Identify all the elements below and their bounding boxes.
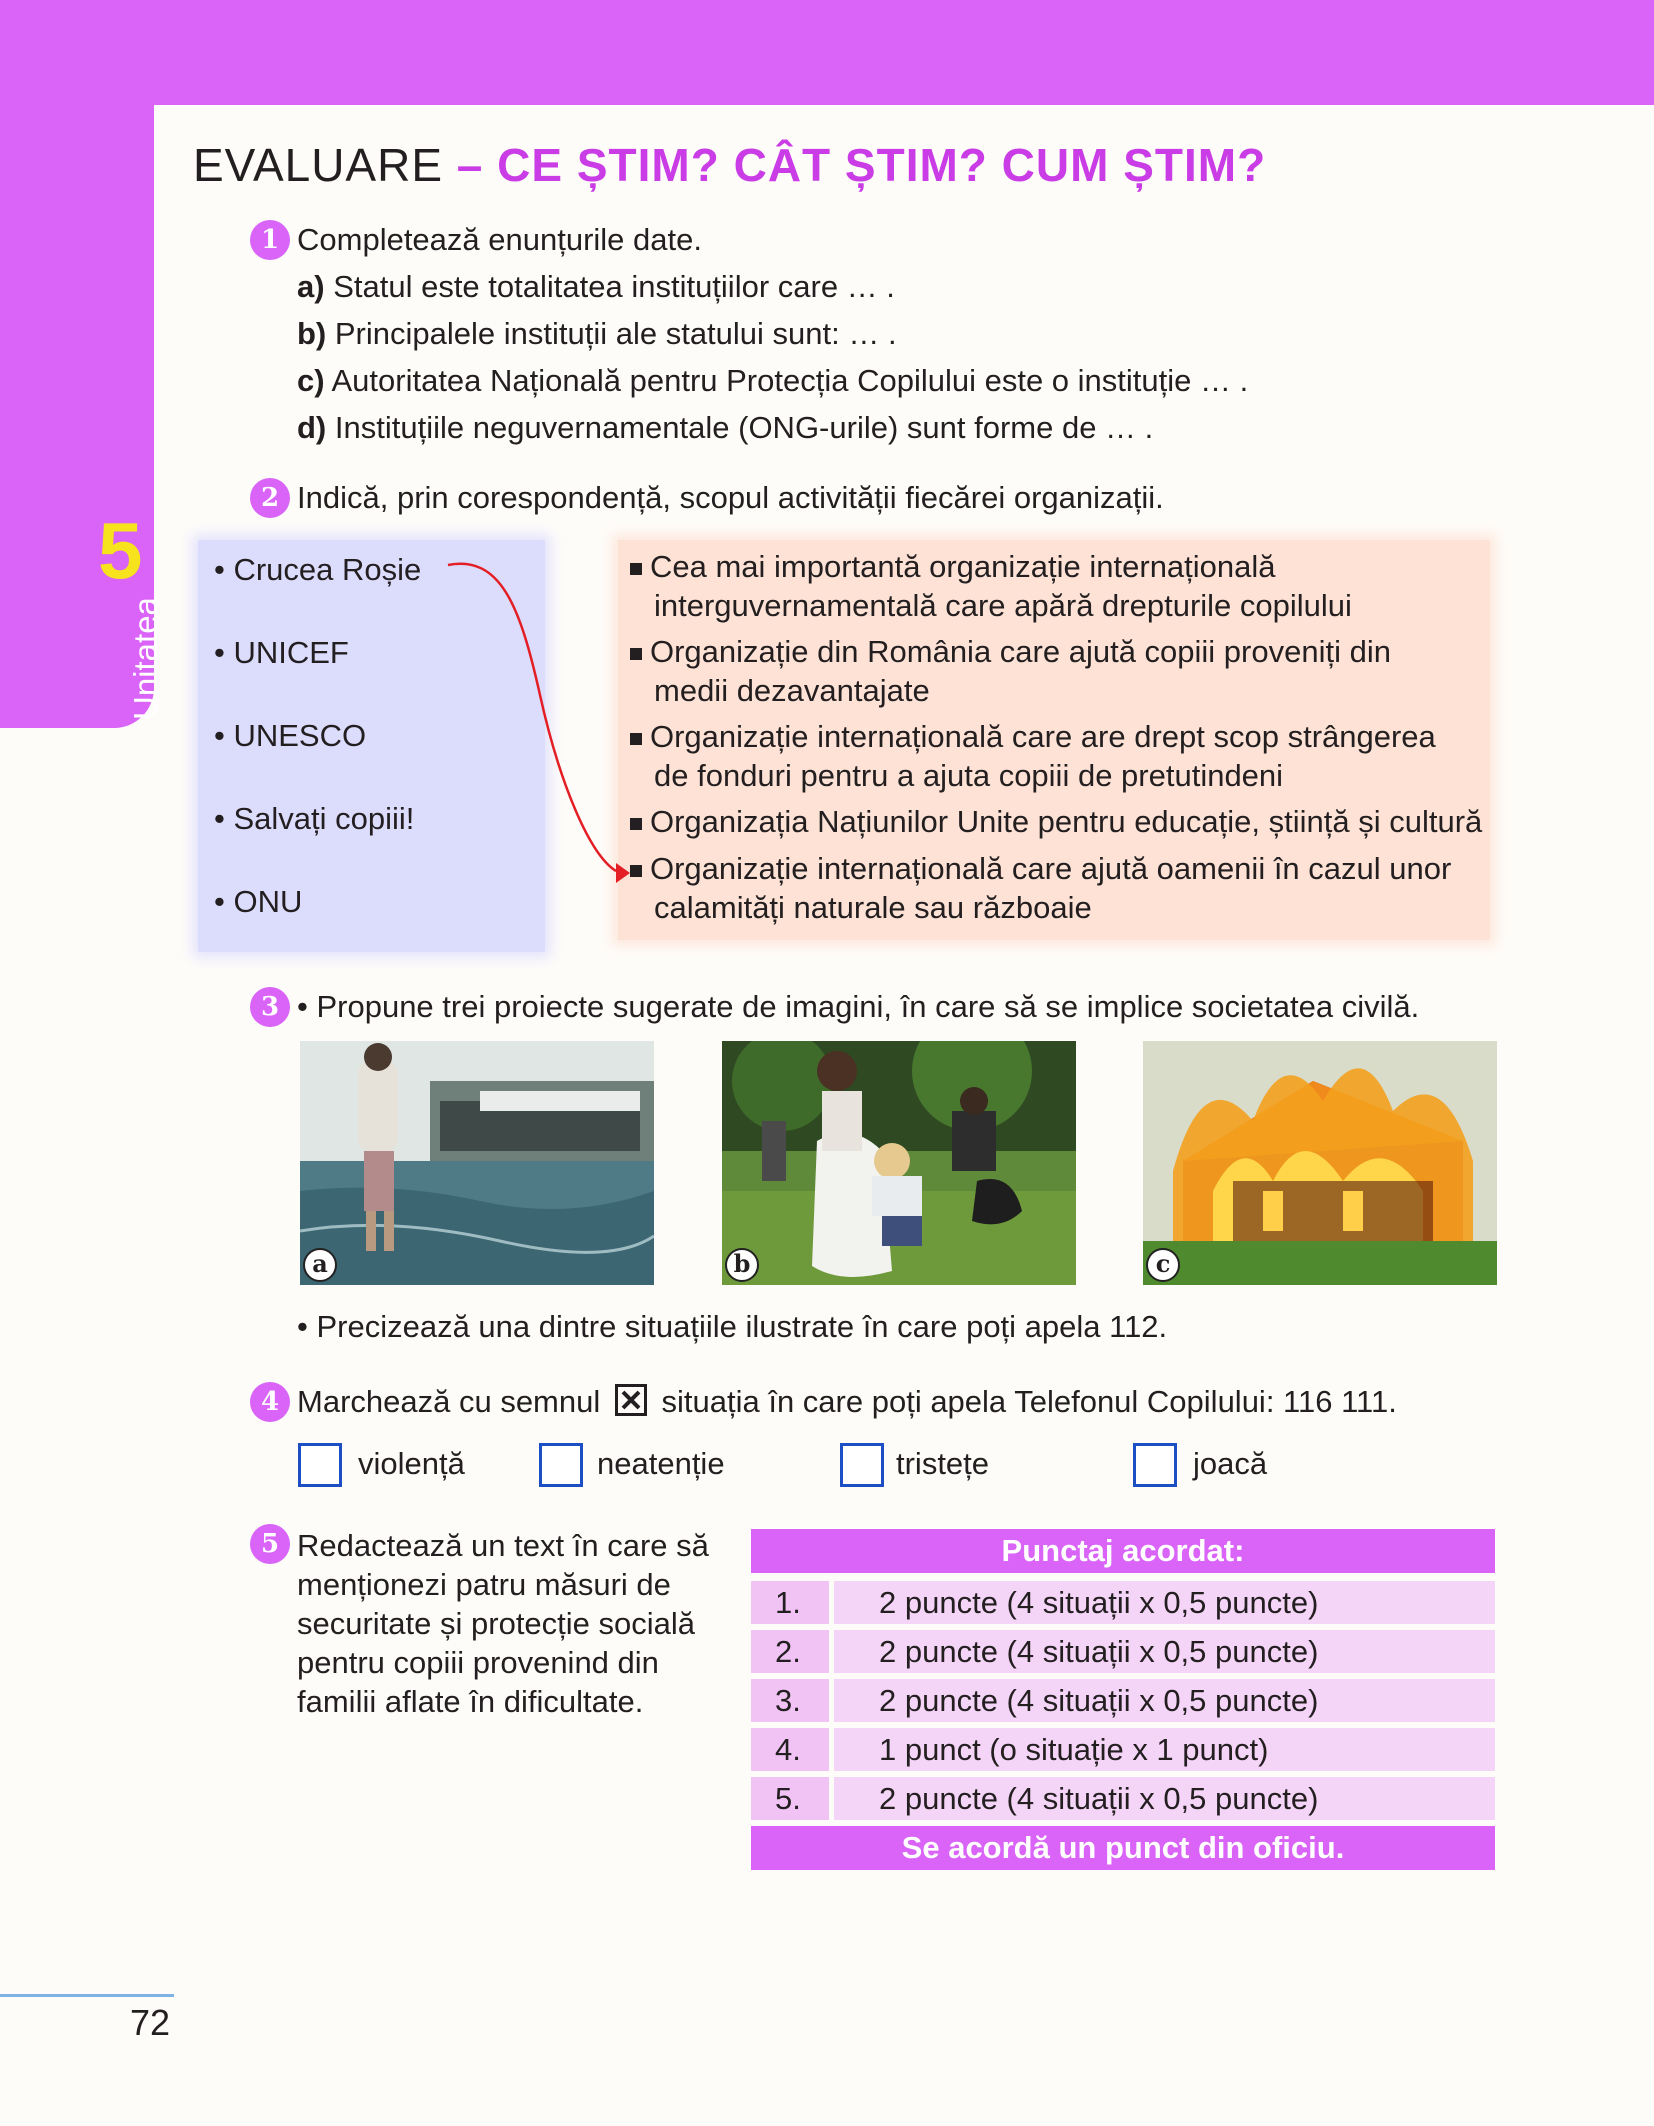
exercise-3-prompt: • Propune trei proiecte sugerate de imagini, în care să se implice societatea civilă. — [297, 989, 1420, 1024]
exercise-1-number: 1 — [250, 220, 290, 260]
exercise-2-prompt: Indică, prin corespondență, scopul activității fiecărei organizații. — [297, 480, 1164, 515]
organization-item[interactable]: • ONU — [214, 884, 303, 919]
scoring-row: 3. 2 puncte (4 situații x 0,5 puncte) — [751, 1679, 1495, 1722]
purpose-item[interactable]: Organizație internațională care are drept scop strângerea de fonduri pentru a ajuta copiii de pretutindeni — [630, 717, 1436, 795]
footer-rule — [0, 1994, 174, 1997]
option-label: violență — [358, 1446, 465, 1481]
organization-item[interactable]: • UNESCO — [214, 718, 367, 753]
checkbox-violenta[interactable] — [298, 1443, 342, 1487]
exercise-4-number: 4 — [250, 1382, 290, 1422]
page-number: 72 — [130, 2002, 171, 2043]
photo-label-b: b — [725, 1248, 759, 1282]
photo-label-c: c — [1146, 1248, 1180, 1282]
scoring-row: 2. 2 puncte (4 situații x 0,5 puncte) — [751, 1630, 1495, 1673]
scoring-row: 4. 1 punct (o situație x 1 punct) — [751, 1728, 1495, 1771]
exercise-3-followup: • Precizează una dintre situațiile ilustrate în care poți apela 112. — [297, 1309, 1168, 1344]
purpose-item[interactable]: Organizația Națiunilor Unite pentru educație, știință și cultură — [630, 802, 1482, 841]
house-fire-photo — [1143, 1041, 1497, 1285]
exercise-5-number: 5 — [250, 1524, 290, 1564]
example-match-arrow — [440, 555, 640, 885]
unit-label: Unitatea — [127, 597, 164, 720]
scoring-row: 1. 2 puncte (4 situații x 0,5 puncte) — [751, 1581, 1495, 1624]
checkbox-tristete[interactable] — [840, 1443, 884, 1487]
photo-label-a: a — [303, 1248, 337, 1282]
checkbox-neatentie[interactable] — [539, 1443, 583, 1487]
scoring-header: Punctaj acordat: — [751, 1529, 1495, 1573]
option-label: tristețe — [896, 1446, 990, 1481]
exercise-1-prompt: Completează enunțurile date. — [297, 222, 702, 257]
option-label: joacă — [1193, 1446, 1268, 1481]
exercise-1-item-d: d) Instituțiile neguvernamentale (ONG-urile) sunt forme de … . — [297, 410, 1154, 445]
option-label: neatenție — [597, 1446, 725, 1481]
flood-photo — [300, 1041, 654, 1285]
scoring-row: 5. 2 puncte (4 situații x 0,5 puncte) — [751, 1777, 1495, 1820]
exercise-4-prompt: Marchează cu semnul situația în care poți apela Telefonul Copilului: 116 111. — [297, 1384, 1397, 1419]
title-part2: – CE ȘTIM? CÂT ȘTIM? CUM ȘTIM? — [456, 139, 1267, 191]
organization-item[interactable]: • UNICEF — [214, 635, 349, 670]
checkbox-joaca[interactable] — [1133, 1443, 1177, 1487]
page-title — [193, 138, 1266, 192]
purpose-item[interactable]: Organizație internațională care ajută oamenii în cazul unor calamități naturale sau războaie — [630, 849, 1451, 927]
exercise-1-item-a: a) Statul este totalitatea instituțiilor care … . — [297, 269, 895, 304]
checked-box-icon — [615, 1384, 647, 1416]
exercise-3-number: 3 — [250, 987, 290, 1027]
title-part1: EVALUARE — [193, 139, 457, 191]
top-color-band — [0, 0, 1654, 105]
scoring-footer: Se acordă un punct din oficiu. — [751, 1826, 1495, 1870]
organization-item[interactable]: • Salvați copiii! — [214, 801, 415, 836]
exercise-2-number: 2 — [250, 478, 290, 518]
exercise-5-prompt: Redactează un text în care să menționezi patru măsuri de securitate și protecție socială pentru copiii provenind din familii aflate în dificultate. — [297, 1528, 709, 1719]
unit-number: 5 — [98, 506, 143, 595]
purpose-item[interactable]: Organizație din România care ajută copiii proveniți din medii dezavantajate — [630, 632, 1391, 710]
purpose-item[interactable]: Cea mai importantă organizație internațională interguvernamentală care apără drepturile copilului — [630, 547, 1352, 625]
exercise-1-item-b: b) Principalele instituții ale statului sunt: … . — [297, 316, 897, 351]
exercise-1-item-c: c) Autoritatea Națională pentru Protecția Copilului este o instituție … . — [297, 363, 1249, 398]
organization-item[interactable]: • Crucea Roșie — [214, 552, 422, 587]
cleanup-photo — [722, 1041, 1076, 1285]
